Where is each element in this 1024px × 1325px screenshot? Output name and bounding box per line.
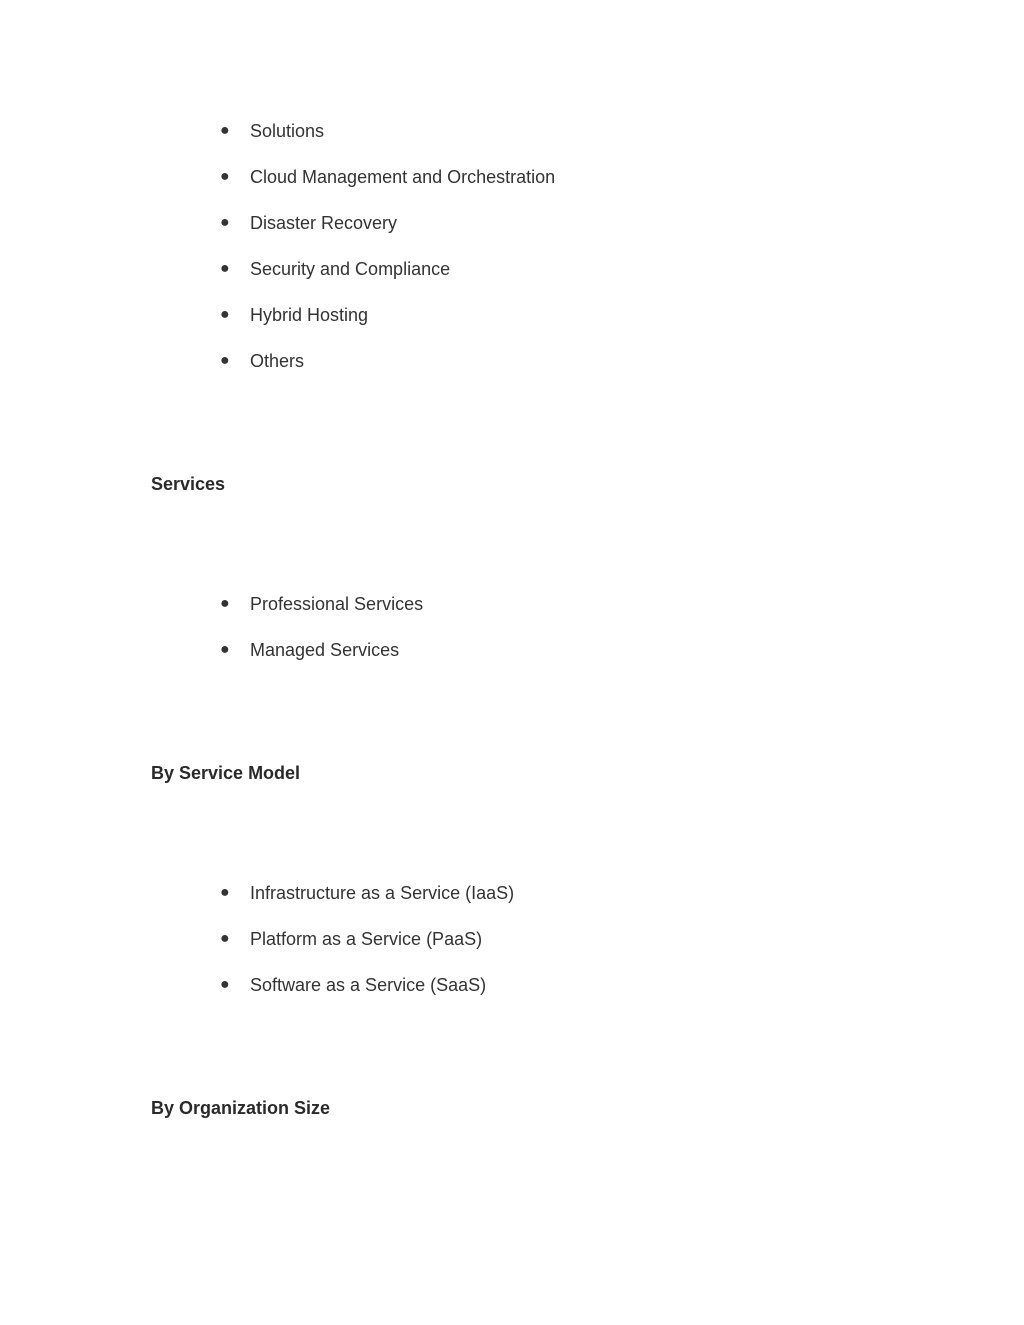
- list-item-text: Managed Services: [250, 640, 400, 660]
- list-item-text: Hybrid Hosting: [250, 305, 369, 325]
- list-item-text: Professional Services: [250, 594, 424, 614]
- list-item-text: Software as a Service (SaaS): [250, 975, 487, 995]
- list-item-text: Platform as a Service (PaaS): [250, 929, 483, 949]
- bullet-icon: ●: [220, 595, 230, 612]
- bullet-icon: ●: [220, 214, 230, 231]
- section-heading-service-model: By Service Model: [151, 763, 301, 783]
- list-item-text: Solutions: [250, 121, 325, 141]
- section-heading-services: Services: [151, 474, 226, 494]
- section-heading-organization-size: By Organization Size: [151, 1098, 331, 1118]
- list-item-text: Security and Compliance: [250, 259, 451, 279]
- list-item-text: Infrastructure as a Service (IaaS): [250, 883, 515, 903]
- bullet-icon: ●: [220, 352, 230, 369]
- bullet-icon: ●: [220, 930, 230, 947]
- bullet-icon: ●: [220, 122, 230, 139]
- bullet-icon: ●: [220, 306, 230, 323]
- bullet-icon: ●: [220, 260, 230, 277]
- bullet-icon: ●: [220, 976, 230, 993]
- list-item-text: Others: [250, 351, 305, 371]
- bullet-icon: ●: [220, 641, 230, 658]
- list-item-text: Disaster Recovery: [250, 213, 398, 233]
- list-item-text: Cloud Management and Orchestration: [250, 167, 556, 187]
- bullet-icon: ●: [220, 884, 230, 901]
- bullet-icon: ●: [220, 168, 230, 185]
